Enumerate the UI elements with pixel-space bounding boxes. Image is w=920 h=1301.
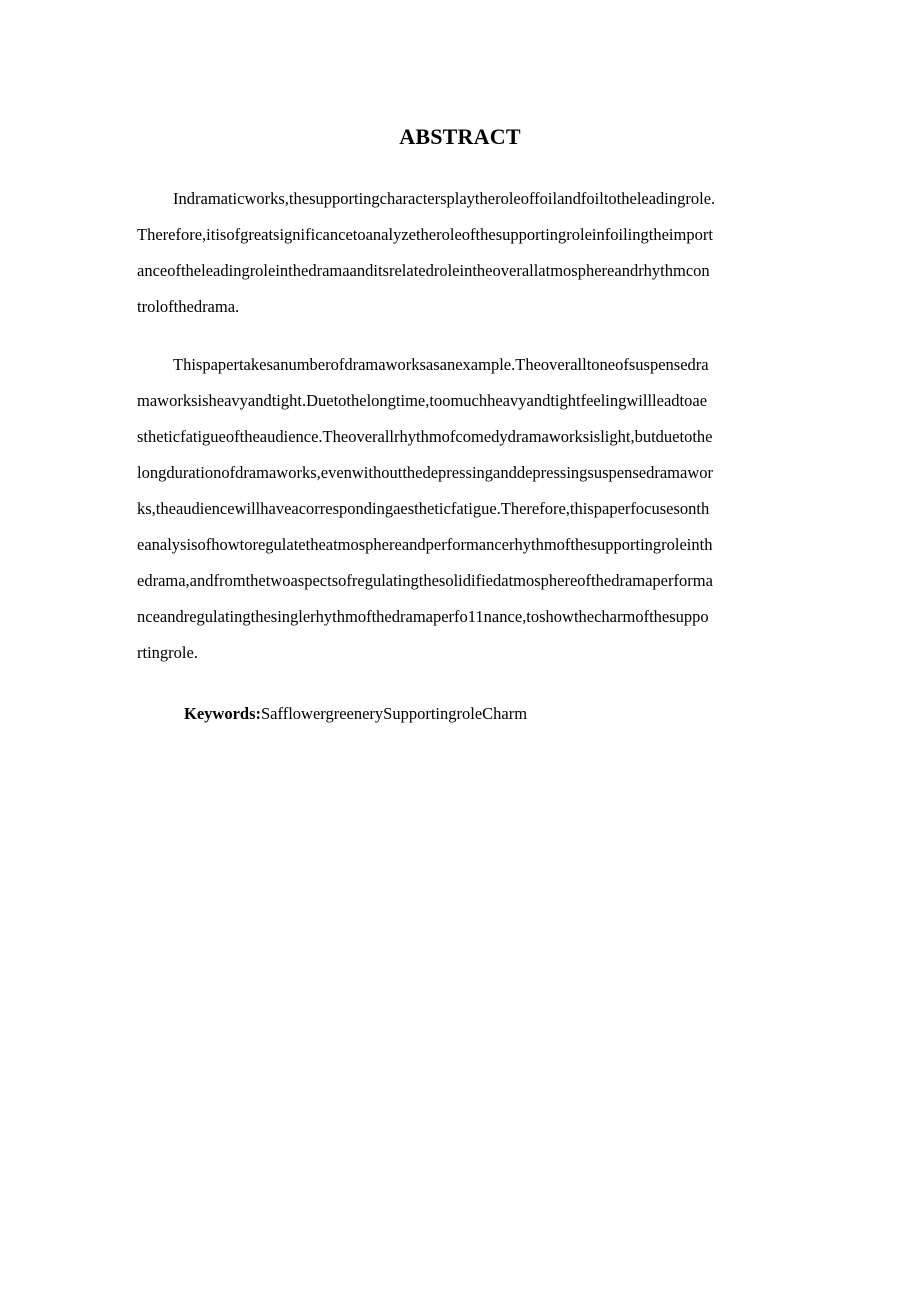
paragraph-line: ks,theaudiencewillhaveacorrespondingaestheticfatigue.Therefore,thispaperfocusesonth bbox=[137, 499, 710, 518]
paragraph-line: stheticfatigueoftheaudience.Theoverallrhythmofcomedydramaworksislight,butduetothe bbox=[137, 427, 713, 446]
paragraph-line: Therefore,itisofgreatsignificancetoanalyzetheroleofthesupportingroleinfoilingtheimport bbox=[137, 225, 713, 244]
keywords-value: SafflowergreenerySupportingroleCharm bbox=[261, 704, 528, 723]
paragraph-line: nceandregulatingthesinglerhythmofthedramaperfo11nance,toshowthecharmofthesuppo bbox=[137, 607, 709, 626]
abstract-paragraph-2 bbox=[137, 347, 785, 671]
keywords-label: Keywords: bbox=[184, 704, 261, 723]
paragraph-line: maworksisheavyandtight.Duetothelongtime,toomuchheavyandtightfeelingwillleadtoae bbox=[137, 391, 708, 410]
paragraph-line: edrama,andfromthetwoaspectsofregulatingthesolidifiedatmosphereofthedramaperforma bbox=[137, 571, 713, 590]
keywords-line bbox=[184, 696, 527, 732]
paragraph-line: longdurationofdramaworks,evenwithoutthedepressinganddepressingsuspensedramawor bbox=[137, 463, 713, 482]
paragraph-line: Thispapertakesanumberofdramaworksasanexample.Theoveralltoneofsuspensedra bbox=[173, 355, 709, 374]
paragraph-line: Indramaticworks,thesupportingcharactersplaytheroleoffoilandfoiltotheleadingrole. bbox=[173, 189, 716, 208]
paragraph-line: rtingrole. bbox=[137, 643, 198, 662]
paragraph-line: anceoftheleadingroleinthedramaanditsrelatedroleintheoverallatmosphereandrhythmcon bbox=[137, 261, 710, 280]
abstract-paragraph-1 bbox=[137, 181, 785, 325]
abstract-title: ABSTRACT bbox=[399, 124, 521, 149]
paragraph-line: eanalysisofhowtoregulatetheatmosphereandperformancerhythmofthesupportingroleinth bbox=[137, 535, 713, 554]
paragraph-line: trolofthedrama. bbox=[137, 297, 240, 316]
